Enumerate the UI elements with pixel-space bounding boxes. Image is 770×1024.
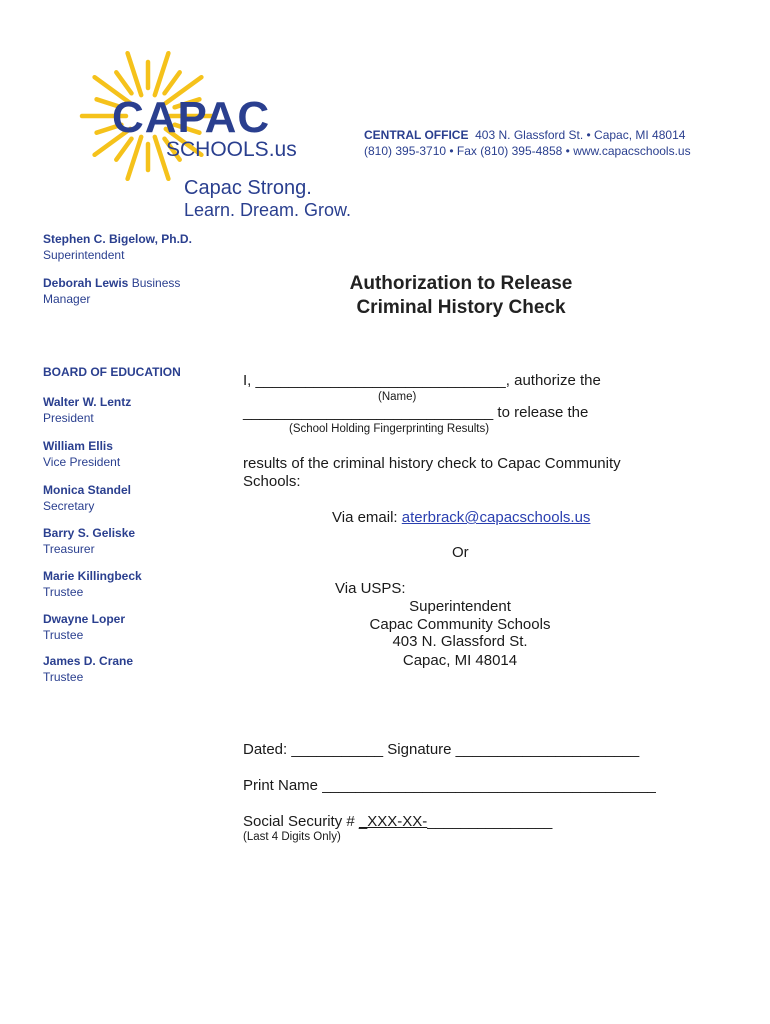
- usps-address-4: Capac, MI 48014: [402, 652, 518, 669]
- print-name-line[interactable]: Print Name ________________________________________: [243, 777, 656, 794]
- logo-tagline-1: Capac Strong.: [184, 177, 312, 199]
- usps-address-1: Superintendent: [409, 598, 511, 615]
- business-manager-role-1: Business: [131, 276, 181, 290]
- ssn-blank[interactable]: _______________: [427, 813, 553, 830]
- board-member: [43, 438, 120, 470]
- board-member: [43, 653, 133, 685]
- board-member-name: Monica Standel: [43, 483, 132, 497]
- form-title: [300, 272, 622, 320]
- board-member-name: James D. Crane: [43, 654, 134, 668]
- contact-block: [364, 127, 691, 159]
- board-member: [43, 611, 125, 643]
- business-manager-name: Deborah Lewis: [43, 276, 129, 290]
- name-caption: (Name): [378, 391, 417, 403]
- board-member-name: Dwayne Loper: [43, 612, 126, 626]
- form-title-line-2: Criminal History Check: [356, 297, 566, 318]
- board-member: [43, 394, 131, 426]
- superintendent-role: Superintendent: [43, 248, 125, 262]
- board-member-role: Trustee: [43, 585, 84, 599]
- board-member-role: Secretary: [43, 499, 95, 513]
- form-title-line-1: Authorization to Release: [349, 273, 573, 294]
- sun-ray: [165, 72, 180, 93]
- email-link[interactable]: aterbrack@capacschools.us: [401, 509, 591, 526]
- logo-name-top: CAPAC: [112, 93, 271, 142]
- board-heading-text: BOARD OF EDUCATION: [43, 365, 181, 379]
- board-member-name: Marie Killingbeck: [43, 569, 142, 583]
- board-member-role: Trustee: [43, 628, 84, 642]
- board-member-name: Walter W. Lentz: [43, 395, 132, 409]
- ssn-label: Social Security #: [243, 813, 359, 830]
- office-label: CENTRAL OFFICE: [364, 128, 469, 142]
- name-line[interactable]: I, ______________________________, authorize the: [243, 372, 601, 389]
- board-member-name: William Ellis: [43, 439, 113, 453]
- sun-ray: [116, 72, 131, 93]
- board-member-role: Vice President: [43, 455, 121, 469]
- board-member: [43, 568, 142, 600]
- superintendent-block: [43, 231, 192, 263]
- usps-label: Via USPS:: [335, 580, 406, 597]
- board-member-role: Trustee: [43, 670, 84, 684]
- board-member-name: Barry S. Geliske: [43, 526, 136, 540]
- dated-signature-line[interactable]: Dated: ___________ Signature ______________________: [243, 741, 640, 758]
- board-member: [43, 482, 131, 514]
- board-member-role: Treasurer: [43, 542, 95, 556]
- release-paragraph-2: Schools:: [243, 473, 301, 490]
- board-heading: [43, 364, 181, 380]
- logo-tagline-2: Learn. Dream. Grow.: [184, 200, 352, 220]
- capac-schools-logo: [76, 44, 376, 224]
- school-caption: (School Holding Fingerprinting Results): [289, 423, 490, 435]
- board-member-role: President: [43, 411, 94, 425]
- school-line[interactable]: ______________________________ to release the: [243, 404, 589, 421]
- office-address: 403 N. Glassford St. • Capac, MI 48014: [475, 128, 686, 142]
- business-manager-block: [43, 275, 203, 307]
- or-text: Or: [452, 544, 469, 561]
- email-label: Via email:: [332, 509, 402, 526]
- office-phone-fax-web: (810) 395-3710 • Fax (810) 395-4858 • www.capacschools.us: [364, 144, 691, 158]
- logo-name-bottom: SCHOOLS.us: [166, 138, 297, 161]
- release-paragraph-1: results of the criminal history check to Capac Community: [243, 455, 621, 472]
- superintendent-name: Stephen C. Bigelow, Ph.D.: [43, 232, 192, 246]
- business-manager-role-2: Manager: [43, 292, 91, 306]
- ssn-value: _XXX-XX-: [358, 813, 428, 830]
- ssn-line[interactable]: [243, 813, 552, 831]
- usps-address-3: 403 N. Glassford St.: [392, 633, 528, 650]
- email-row: [332, 509, 590, 527]
- board-member: [43, 525, 135, 557]
- usps-address-2: Capac Community Schools: [369, 616, 551, 633]
- ssn-note: (Last 4 Digits Only): [243, 831, 341, 843]
